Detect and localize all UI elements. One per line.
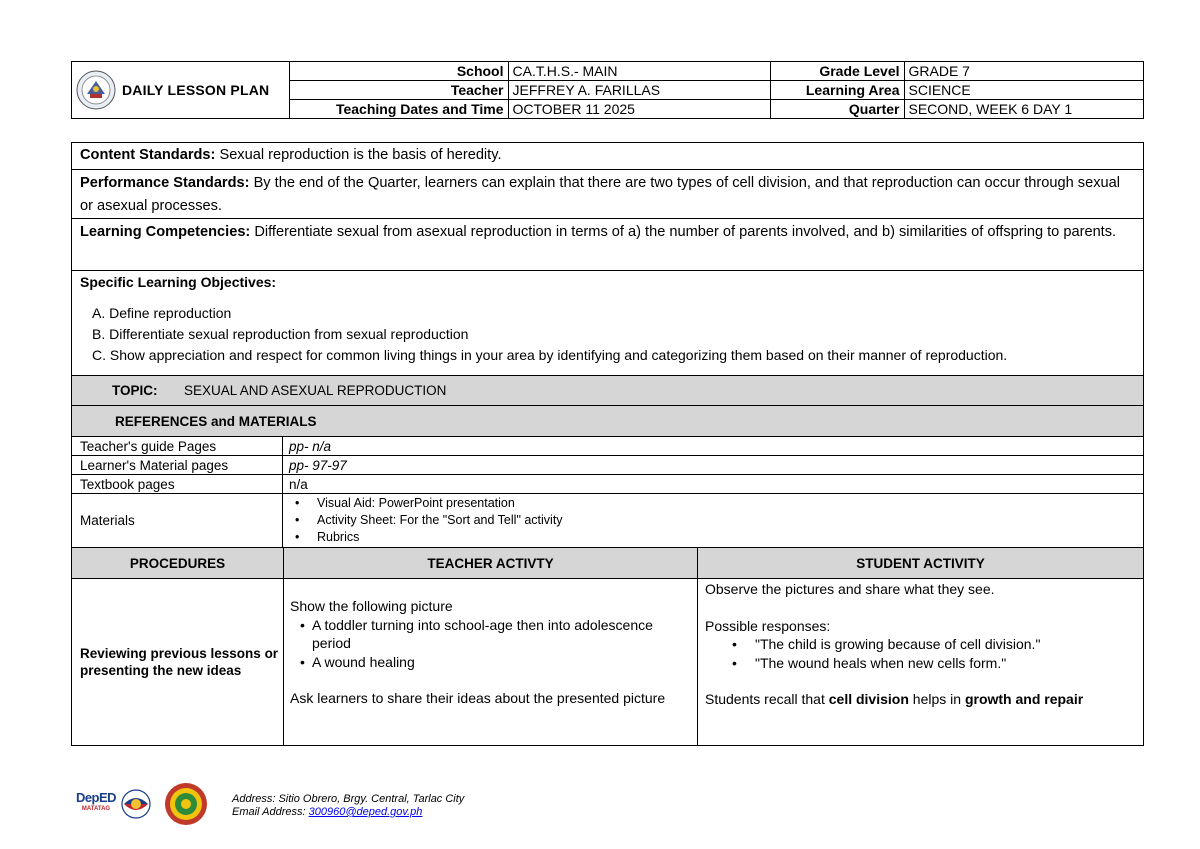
teacher-list-item: • A toddler turning into school-age then into adolescence period bbox=[290, 616, 689, 653]
deped-seal-icon bbox=[76, 70, 116, 110]
content-standards bbox=[72, 143, 1143, 170]
document-title: DAILY LESSON PLAN bbox=[122, 82, 270, 98]
objective-item: B. Differentiate sexual reproduction from sexual reproduction bbox=[92, 325, 469, 342]
learning-competencies-label: Learning Competencies: bbox=[80, 224, 251, 240]
grade-level-label: Grade Level bbox=[770, 62, 904, 81]
teaching-dates-label: Teaching Dates and Time bbox=[290, 100, 508, 119]
deped-matatag-logo: DepED MATATAG bbox=[75, 790, 117, 812]
header-row-teacher bbox=[290, 81, 1143, 100]
materials-list bbox=[289, 495, 563, 546]
student-possible-label: Possible responses: bbox=[705, 617, 831, 634]
student-intro: Observe the pictures and share what they see. bbox=[705, 581, 995, 597]
student-response-item: • "The child is growing because of cell division." bbox=[705, 635, 1135, 654]
student-response-list bbox=[705, 635, 1135, 672]
ref-label: Teacher's guide Pages bbox=[72, 437, 283, 455]
footer-logos bbox=[74, 782, 214, 828]
procedure-row-review bbox=[72, 579, 1143, 745]
quarter-label: Quarter bbox=[770, 100, 904, 119]
teacher-list-item: • A wound healing bbox=[290, 653, 689, 672]
ref-row-textbook bbox=[72, 475, 1143, 494]
objectives-list bbox=[80, 303, 1135, 366]
student-activity-col-header: STUDENT ACTIVITY bbox=[856, 555, 985, 571]
teacher-activity-cell bbox=[284, 579, 698, 745]
header-info-table bbox=[290, 62, 1143, 118]
footer-email-line: Email Address: 300960@deped.gov.ph bbox=[232, 806, 423, 818]
content-standards-label: Content Standards: bbox=[80, 147, 216, 163]
ref-value: pp- n/a bbox=[289, 438, 332, 454]
teacher-value: JEFFREY A. FARILLAS bbox=[508, 81, 770, 100]
header-row-school bbox=[290, 62, 1143, 81]
school-label: School bbox=[290, 62, 508, 81]
student-recall: Students recall that cell division helps in growth and repair bbox=[705, 691, 1084, 707]
ref-value: pp- 97-97 bbox=[289, 457, 347, 473]
ref-label: Learner's Material pages bbox=[72, 456, 283, 474]
student-activity-cell bbox=[698, 579, 1143, 745]
topic-row bbox=[72, 376, 1143, 406]
content-standards-text: Sexual reproduction is the basis of heredity. bbox=[215, 147, 502, 163]
bagong-pilipinas-logo-icon bbox=[120, 788, 152, 820]
ref-value: n/a bbox=[289, 476, 308, 492]
objectives-label: Specific Learning Objectives: bbox=[80, 274, 277, 290]
procedure-label: Reviewing previous lessons or presenting the new ideas bbox=[72, 579, 284, 745]
learning-competencies bbox=[72, 219, 1143, 271]
teacher-picture-list bbox=[290, 616, 689, 672]
material-item: • Activity Sheet: For the "Sort and Tell" activity bbox=[317, 512, 563, 529]
learning-competencies-text: Differentiate sexual from asexual reproduction in terms of a) the number of parents involved, and b) similarities of offspring to parents. bbox=[250, 224, 1117, 240]
objective-item: C. Show appreciation and respect for common living things in your area by identifying and categorizing them based on their manner of reproduction. bbox=[92, 346, 1008, 363]
learning-area-value: SCIENCE bbox=[904, 81, 1143, 100]
materials-cell bbox=[283, 494, 1143, 547]
header-row-dates bbox=[290, 100, 1143, 119]
footer-contact bbox=[232, 793, 464, 819]
topic-label: TOPIC: bbox=[112, 383, 158, 398]
procedures-col-header: PROCEDURES bbox=[72, 548, 284, 578]
teacher-outro: Ask learners to share their ideas about the presented picture bbox=[290, 690, 666, 706]
ref-row-learners-material bbox=[72, 456, 1143, 475]
grade-level-value: GRADE 7 bbox=[904, 62, 1143, 81]
performance-standards bbox=[72, 170, 1143, 219]
quarter-value: SECOND, WEEK 6 DAY 1 bbox=[904, 100, 1143, 119]
student-response-item: • "The wound heals when new cells form." bbox=[705, 654, 1135, 673]
specific-objectives bbox=[72, 271, 1143, 376]
ref-row-teachers-guide bbox=[72, 437, 1143, 456]
material-item: • Rubrics bbox=[317, 529, 563, 546]
teaching-dates-value: OCTOBER 11 2025 bbox=[508, 100, 770, 119]
materials-label: Materials bbox=[72, 494, 283, 547]
procedures-header bbox=[72, 548, 1143, 579]
performance-standards-text: By the end of the Quarter, learners can explain that there are two types of cell division, and that reproduction can occur through sexual or asexual processes. bbox=[80, 175, 1120, 214]
lesson-plan-header bbox=[71, 61, 1144, 119]
performance-standards-label: Performance Standards: bbox=[80, 175, 250, 191]
teacher-label: Teacher bbox=[290, 81, 508, 100]
material-item: • Visual Aid: PowerPoint presentation bbox=[317, 495, 563, 512]
objective-item: A. Define reproduction bbox=[92, 304, 232, 321]
learning-area-label: Learning Area bbox=[770, 81, 904, 100]
references-title: REFERENCES and MATERIALS bbox=[72, 406, 1143, 437]
teacher-intro: Show the following picture bbox=[290, 598, 453, 614]
header-title-cell bbox=[72, 62, 290, 118]
lesson-plan-body bbox=[71, 142, 1144, 746]
footer-address: Address: Sitio Obrero, Brgy. Central, Tarlac City bbox=[232, 793, 465, 805]
ref-label: Textbook pages bbox=[72, 475, 283, 493]
ref-row-materials bbox=[72, 494, 1143, 548]
school-value: CA.T.H.S.- MAIN bbox=[508, 62, 770, 81]
topic-value: SEXUAL AND ASEXUAL REPRODUCTION bbox=[184, 383, 447, 398]
footer-email-link[interactable]: 300960@deped.gov.ph bbox=[308, 806, 423, 818]
school-seal-icon bbox=[164, 782, 208, 826]
teacher-activity-col-header: TEACHER ACTIVTY bbox=[284, 548, 698, 578]
